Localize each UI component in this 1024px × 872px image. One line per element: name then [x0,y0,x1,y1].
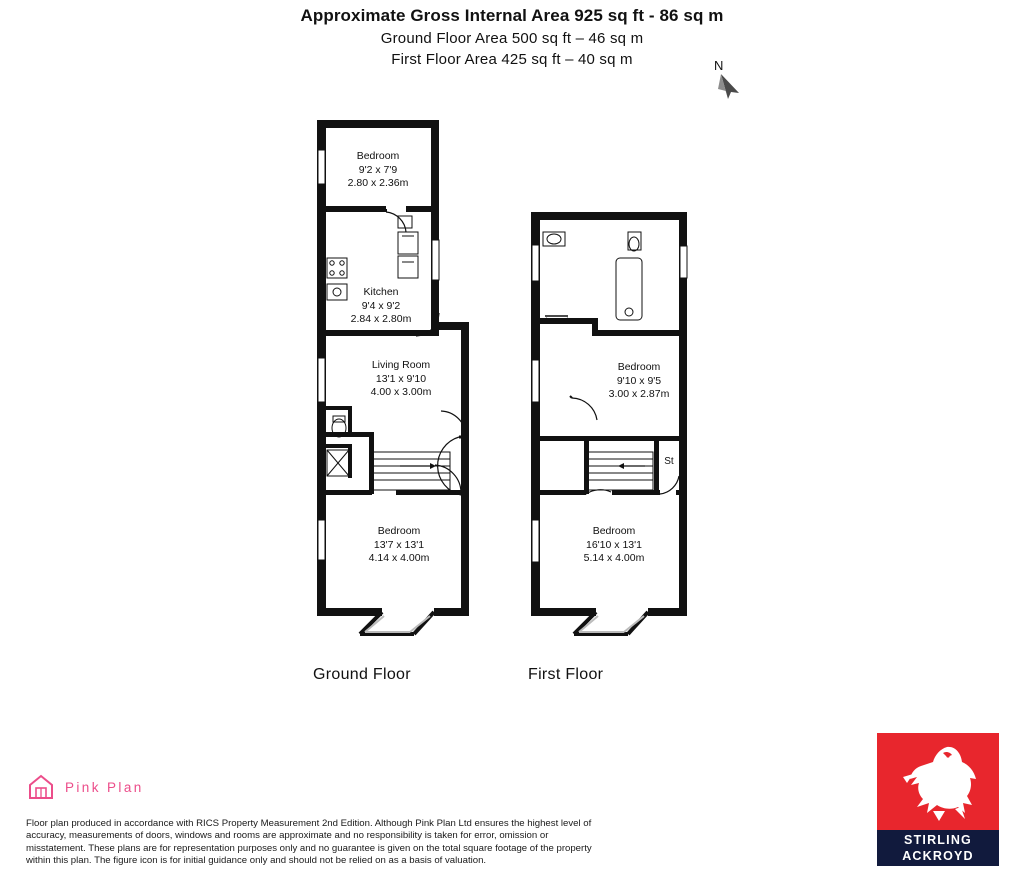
room-dimensions-imperial: 9'4 x 9'2 [361,299,401,312]
room-name: Bedroom [377,525,421,537]
room-label-first-bedroom-front [568,525,660,566]
pink-plan-label: Pink Plan [65,779,144,795]
first-floor-plan [531,212,687,634]
room-label-ground-kitchen [341,286,421,327]
room-label-ground-living-room [355,359,447,400]
griffin-icon [877,733,999,830]
pink-plan-logo [26,772,144,802]
room-dimensions-imperial: 13'7 x 13'1 [373,538,425,551]
room-label-ground-bedroom-rear [338,150,418,191]
room-name: St [664,456,674,467]
room-name: Bedroom [617,361,661,373]
room-dimensions-imperial: 9'10 x 9'5 [616,374,662,387]
house-icon [26,772,56,802]
room-dimensions-metric: 2.80 x 2.36m [347,177,409,189]
room-dimensions-metric: 5.14 x 4.00m [583,552,645,564]
agent-crest [877,733,999,830]
room-dimensions-metric: 4.14 x 4.00m [368,552,430,564]
room-label-first-store [658,456,680,468]
first-floor-area-text: First Floor Area 425 sq ft – 40 sq m [391,51,633,68]
room-dimensions-imperial: 9'2 x 7'9 [358,163,398,176]
first-floor-caption: First Floor [528,666,604,683]
room-dimensions-imperial: 16'10 x 13'1 [586,538,642,551]
room-name: Kitchen [363,286,399,298]
disclaimer-text: Floor plan produced in accordance with RICS Property Measurement 2nd Edition. Although Pink Plan Ltd ensures the highest level of accuracy, measurements of doors, windows and rooms are approximate and no responsibility is taken for error, omission or misstatement. These plans are for representation purposes only and no guarantee is given on the total square footage of the property within this plan. The figure icon is for initial guidance only and should not be relied on as a basis of valuation. [26,818,592,867]
room-dimensions-metric: 3.00 x 2.87m [608,388,670,400]
page-title: Approximate Gross Internal Area 925 sq ft - 86 sq m [300,6,724,25]
agent-logo [877,733,999,866]
room-label-first-bedroom-rear [593,361,685,402]
room-name: Living Room [371,359,431,371]
agent-name-band [877,830,999,866]
room-dimensions-imperial: 13'1 x 9'10 [375,372,427,385]
room-dimensions-metric: 4.00 x 3.00m [370,386,432,398]
compass-north-label: N [714,58,724,73]
room-dimensions-metric: 2.84 x 2.80m [350,313,412,325]
agent-name-line1: STIRLING [904,833,972,847]
room-name: Bedroom [592,525,636,537]
room-label-ground-bedroom-front [353,525,445,566]
room-name: Bedroom [356,150,400,162]
ground-floor-caption: Ground Floor [313,666,411,683]
ground-floor-area-text: Ground Floor Area 500 sq ft – 46 sq m [380,30,644,47]
agent-name-line2: ACKROYD [902,849,974,863]
